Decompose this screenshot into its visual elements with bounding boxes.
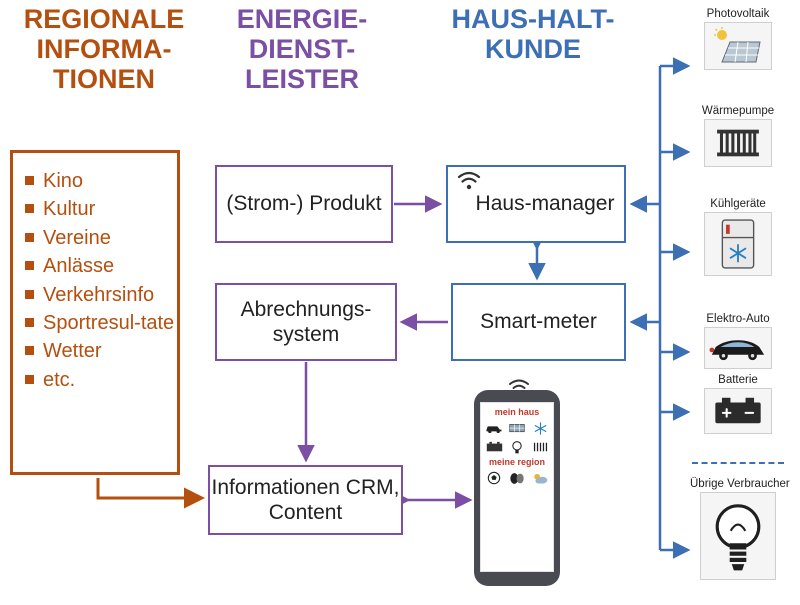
box-smartmeter[interactable]: Smart-meter	[451, 283, 626, 361]
phone-region-icon-grid[interactable]	[483, 469, 551, 487]
appliance-photovoltaik[interactable]	[690, 8, 786, 70]
appliance-elektro-auto[interactable]	[690, 313, 786, 369]
soccer-ball-icon[interactable]	[483, 469, 505, 487]
appliance-label: Wärmepumpe	[701, 105, 775, 117]
box-abrechnungssystem[interactable]: Abrechnungs-system	[215, 283, 397, 361]
solar-panel-icon	[704, 22, 772, 70]
appliance-kuehlgeraete[interactable]	[690, 198, 786, 276]
list-item: Kino	[25, 167, 177, 195]
appliance-waermepumpe[interactable]	[690, 105, 786, 167]
radiator-icon[interactable]	[529, 438, 551, 456]
box-strom-produkt[interactable]: (Strom-) Produkt	[215, 165, 393, 243]
appliance-batterie[interactable]	[690, 374, 786, 434]
list-item: Anlässe	[25, 252, 177, 280]
regional-info-list	[13, 153, 177, 394]
appliance-label: Kühlgeräte	[710, 198, 766, 210]
list-item: Kultur	[25, 195, 177, 223]
electric-car-icon	[704, 327, 772, 369]
phone-haus-icon-grid[interactable]	[483, 419, 551, 456]
list-item: Verkehrsinfo	[25, 281, 177, 309]
list-item: Wetter	[25, 337, 177, 365]
box-informationen-crm-content[interactable]: Informationen CRM, Content	[208, 465, 403, 535]
section-divider	[692, 462, 784, 464]
snowflake-icon[interactable]	[529, 419, 551, 437]
phone-section-haus-label: mein haus	[494, 407, 540, 417]
solar-panel-icon[interactable]	[506, 419, 528, 437]
radiator-icon	[704, 119, 772, 167]
theater-masks-icon[interactable]	[506, 469, 528, 487]
column-heading-energie: ENERGIE-DIENST-LEISTER	[236, 4, 368, 95]
list-item: etc.	[25, 366, 177, 394]
appliance-label: Batterie	[718, 374, 758, 386]
electric-car-icon[interactable]	[483, 419, 505, 437]
appliance-uebrige-verbraucher[interactable]	[690, 478, 790, 580]
regional-info-box	[10, 150, 180, 475]
appliance-label: Elektro-Auto	[706, 313, 770, 325]
appliance-label: Photovoltaik	[706, 8, 770, 20]
list-item: Vereine	[25, 224, 177, 252]
column-heading-regional: REGIONALE INFORMA-TIONEN	[23, 4, 185, 95]
weather-icon[interactable]	[529, 469, 551, 487]
lightbulb-icon	[700, 492, 776, 580]
appliance-label: Übrige Verbraucher	[690, 478, 790, 490]
lightbulb-icon[interactable]	[506, 438, 528, 456]
smartphone-mockup[interactable]	[474, 390, 560, 586]
column-heading-haushalt: HAUS-HALT-KUNDE	[451, 4, 615, 65]
battery-icon	[704, 388, 772, 434]
list-item: Sportresul-tate	[25, 309, 177, 337]
phone-section-region-label: meine region	[488, 457, 545, 467]
box-hausmanager[interactable]: Haus-manager	[446, 165, 626, 243]
wifi-icon	[456, 170, 482, 192]
fridge-icon	[704, 212, 772, 276]
phone-screen[interactable]	[480, 402, 554, 572]
battery-icon[interactable]	[483, 438, 505, 456]
